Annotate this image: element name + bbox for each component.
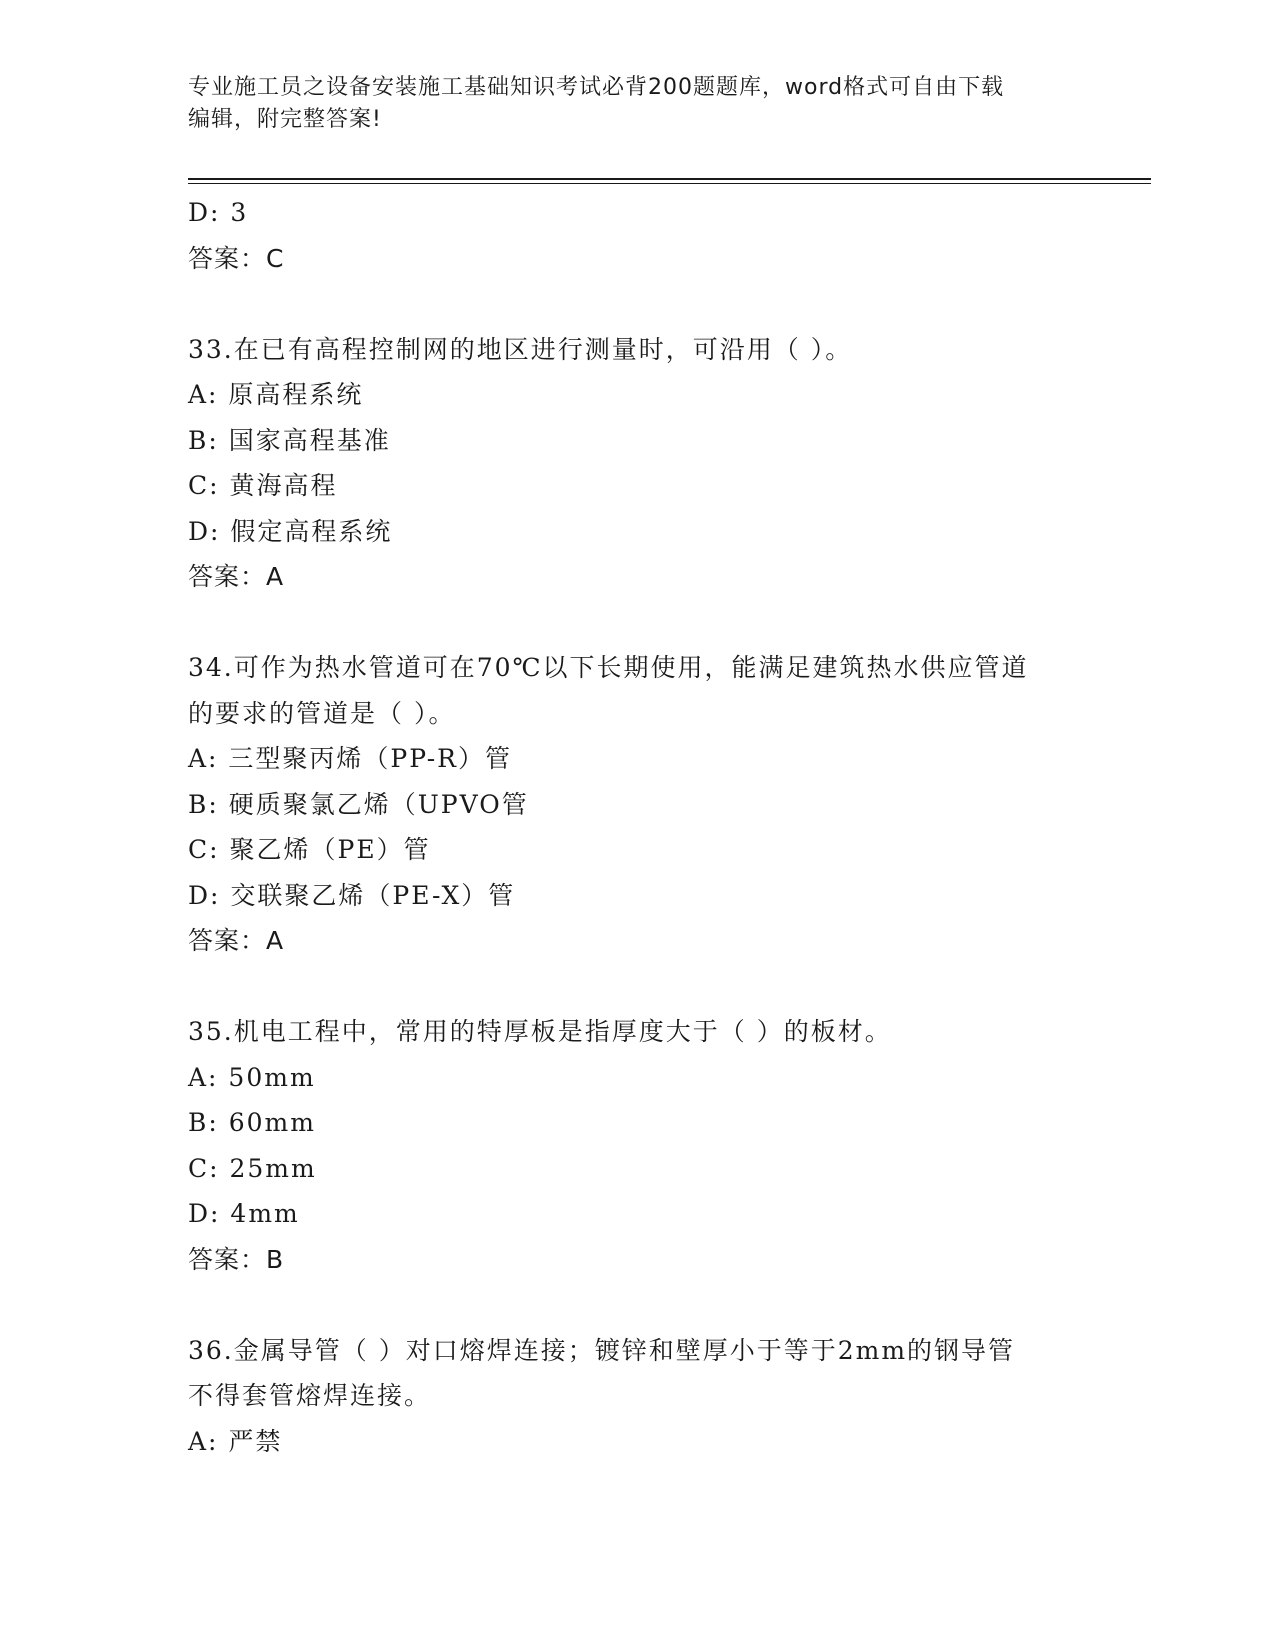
- question-33: [188, 327, 1088, 600]
- header-line-1: 专业施工员之设备安装施工基础知识考试必背200题题库，word格式可自由下载: [188, 75, 1005, 100]
- question-stem: 35.机电工程中，常用的特厚板是指厚度大于（ ）的板材。: [188, 1017, 892, 1046]
- question-35: [188, 1009, 1088, 1282]
- header-divider-thick: [188, 178, 1151, 180]
- header-line-2: 编辑，附完整答案!: [188, 107, 382, 132]
- question-content: [188, 190, 1088, 1464]
- document-header: [188, 72, 1068, 136]
- answer: 答案：B: [188, 1244, 285, 1274]
- option-b: B: 国家高程基准: [188, 425, 391, 455]
- option-a: A: 严禁: [188, 1426, 283, 1456]
- question-stem: 34.可作为热水管道可在70℃以下长期使用，能满足建筑热水供应管道: [188, 653, 1029, 682]
- option-b: B: 60mm: [188, 1108, 316, 1137]
- question-36: [188, 1328, 1088, 1465]
- prev-option-d: D: 3: [188, 198, 249, 227]
- option-a: A: 原高程系统: [188, 380, 364, 409]
- option-a: A: 50mm: [188, 1062, 316, 1092]
- question-stem-continued: 不得套管熔焊连接。: [188, 1381, 432, 1410]
- question-stem: 36.金属导管（ ）对口熔焊连接；镀锌和壁厚小于等于2mm的钢导管: [188, 1335, 1016, 1365]
- question-stem: 33.在已有高程控制网的地区进行测量时，可沿用（ ）。: [188, 334, 853, 364]
- prev-answer: 答案：C: [188, 243, 285, 273]
- option-d: D: 4mm: [188, 1199, 300, 1228]
- option-a: A: 三型聚丙烯（PP-R）管: [188, 744, 512, 773]
- option-b: B: 硬质聚氯乙烯（UPVO管: [188, 789, 529, 819]
- spacer: [188, 600, 1088, 646]
- answer: 答案：A: [188, 926, 285, 955]
- spacer: [188, 964, 1088, 1010]
- spacer: [188, 281, 1088, 327]
- option-d: D: 交联聚乙烯（PE-X）管: [188, 880, 516, 910]
- option-c: C: 黄海高程: [188, 471, 338, 500]
- question-stem-continued: 的要求的管道是（ ）。: [188, 698, 456, 728]
- question-34: [188, 645, 1088, 964]
- answer: 答案：A: [188, 562, 285, 591]
- option-c: C: 25mm: [188, 1153, 317, 1183]
- spacer: [188, 1282, 1088, 1328]
- option-d: D: 假定高程系统: [188, 516, 393, 546]
- option-c: C: 聚乙烯（PE）管: [188, 835, 431, 864]
- header-divider-thin: [188, 183, 1151, 184]
